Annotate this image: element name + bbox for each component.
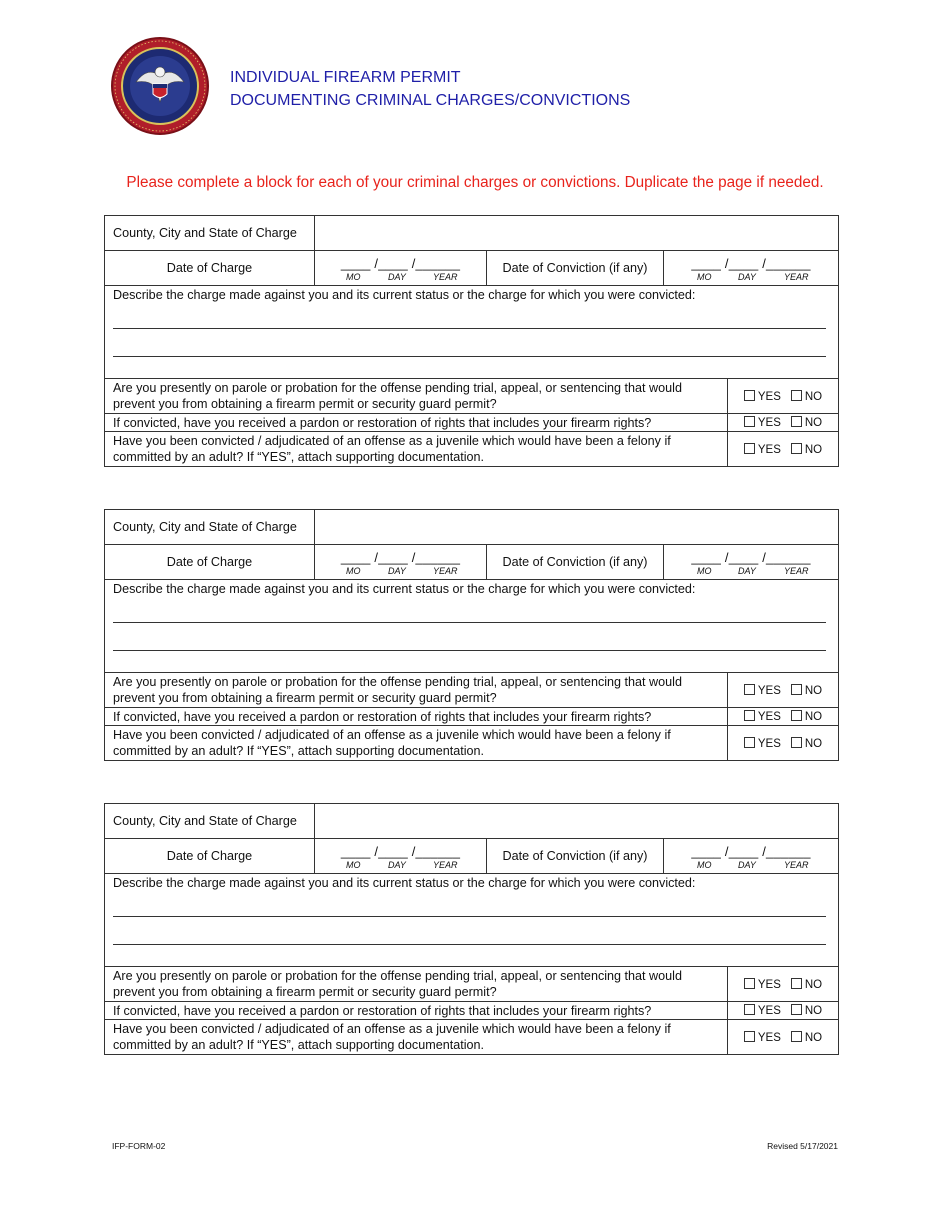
charge-block-3 xyxy=(104,803,838,1055)
no-label: NO xyxy=(804,417,823,429)
description-line xyxy=(113,650,826,651)
location-field[interactable] xyxy=(315,804,839,839)
revision-date: Revised 5/17/2021 xyxy=(767,1141,838,1151)
juvenile-yes-no xyxy=(728,1020,839,1055)
date-day-label: DAY xyxy=(388,860,406,870)
charge-description-field[interactable] xyxy=(105,580,839,673)
checkbox-icon xyxy=(791,390,802,401)
yes-checkbox[interactable] xyxy=(744,979,781,991)
checkbox-icon xyxy=(744,737,755,748)
date-of-conviction-label: Date of Conviction (if any) xyxy=(487,839,664,874)
checkbox-icon xyxy=(744,1031,755,1042)
yes-checkbox[interactable] xyxy=(744,738,781,750)
yes-label: YES xyxy=(757,390,781,403)
description-line xyxy=(113,622,826,623)
date-mo-label: MO xyxy=(346,566,361,576)
no-label: NO xyxy=(804,684,823,697)
no-checkbox[interactable] xyxy=(791,1032,822,1044)
yes-checkbox[interactable] xyxy=(744,711,781,723)
date-blank: ____ /____ /______ xyxy=(340,256,461,271)
description-line xyxy=(113,944,826,945)
question-parole: Are you presently on parole or probation for the offense pending trial, appeal, or sentencing that would prevent you from obtaining a firearm permit or security guard permit? xyxy=(105,967,728,1002)
checkbox-icon xyxy=(791,443,802,454)
date-of-charge-field[interactable] xyxy=(315,839,487,874)
date-of-conviction-field[interactable] xyxy=(664,545,839,580)
date-day-label: DAY xyxy=(738,566,756,576)
describe-label: Describe the charge made against you and its current status or the charge for which you were convicted: xyxy=(113,582,696,596)
parole-yes-no xyxy=(728,379,839,414)
checkbox-icon xyxy=(791,710,802,721)
date-blank: ____ /____ /______ xyxy=(340,550,461,565)
date-year-label: YEAR xyxy=(784,566,809,576)
question-parole: Are you presently on parole or probation for the offense pending trial, appeal, or sentencing that would prevent you from obtaining a firearm permit or security guard permit? xyxy=(105,673,728,708)
yes-label: YES xyxy=(757,684,781,697)
describe-label: Describe the charge made against you and its current status or the charge for which you were convicted: xyxy=(113,288,696,302)
no-checkbox[interactable] xyxy=(791,391,822,403)
question-juvenile: Have you been convicted / adjudicated of an offense as a juvenile which would have been a felony if committed by an adult? If “YES”, attach supporting documentation. xyxy=(105,432,728,467)
date-of-conviction-label: Date of Conviction (if any) xyxy=(487,251,664,286)
no-checkbox[interactable] xyxy=(791,1005,822,1017)
date-of-charge-field[interactable] xyxy=(315,251,487,286)
question-pardon: If convicted, have you received a pardon or restoration of rights that includes your firearm rights? xyxy=(105,414,728,432)
date-day-label: DAY xyxy=(388,566,406,576)
no-label: NO xyxy=(804,978,823,991)
description-line xyxy=(113,916,826,917)
checkbox-icon xyxy=(744,416,755,427)
checkbox-icon xyxy=(791,1031,802,1042)
date-of-charge-label: Date of Charge xyxy=(105,839,315,874)
description-line xyxy=(113,328,826,329)
parole-yes-no xyxy=(728,967,839,1002)
date-mo-label: MO xyxy=(697,566,712,576)
yes-label: YES xyxy=(757,711,781,723)
date-year-label: YEAR xyxy=(784,860,809,870)
checkbox-icon xyxy=(744,1004,755,1015)
date-blank: ____ /____ /______ xyxy=(691,256,811,271)
yes-checkbox[interactable] xyxy=(744,685,781,697)
checkbox-icon xyxy=(791,737,802,748)
no-label: NO xyxy=(804,443,823,456)
location-label: County, City and State of Charge xyxy=(105,510,315,545)
date-of-conviction-field[interactable] xyxy=(664,251,839,286)
pardon-yes-no xyxy=(728,1002,839,1020)
date-year-label: YEAR xyxy=(784,272,809,282)
checkbox-icon xyxy=(791,684,802,695)
checkbox-icon xyxy=(744,443,755,454)
checkbox-icon xyxy=(791,978,802,989)
question-pardon: If convicted, have you received a pardon or restoration of rights that includes your firearm rights? xyxy=(105,1002,728,1020)
date-mo-label: MO xyxy=(697,272,712,282)
date-blank: ____ /____ /______ xyxy=(691,844,811,859)
date-year-label: YEAR xyxy=(433,272,458,282)
description-line xyxy=(113,356,826,357)
no-checkbox[interactable] xyxy=(791,444,822,456)
parole-yes-no xyxy=(728,673,839,708)
yes-label: YES xyxy=(757,1031,781,1044)
date-of-conviction-label: Date of Conviction (if any) xyxy=(487,545,664,580)
no-checkbox[interactable] xyxy=(791,738,822,750)
date-blank: ____ /____ /______ xyxy=(691,550,811,565)
checkbox-icon xyxy=(744,710,755,721)
checkbox-icon xyxy=(744,684,755,695)
no-label: NO xyxy=(804,711,823,723)
charge-block-1 xyxy=(104,215,838,467)
form-title xyxy=(230,66,630,112)
date-day-label: DAY xyxy=(388,272,406,282)
juvenile-yes-no xyxy=(728,726,839,761)
checkbox-icon xyxy=(791,416,802,427)
date-of-charge-label: Date of Charge xyxy=(105,251,315,286)
department-seal xyxy=(106,36,216,136)
yes-label: YES xyxy=(757,978,781,991)
juvenile-yes-no xyxy=(728,432,839,467)
question-juvenile: Have you been convicted / adjudicated of an offense as a juvenile which would have been a felony if committed by an adult? If “YES”, attach supporting documentation. xyxy=(105,1020,728,1055)
date-of-conviction-field[interactable] xyxy=(664,839,839,874)
yes-checkbox[interactable] xyxy=(744,1032,781,1044)
no-label: NO xyxy=(804,1005,823,1017)
date-year-label: YEAR xyxy=(433,860,458,870)
no-label: NO xyxy=(804,1031,823,1044)
date-blank: ____ /____ /______ xyxy=(340,844,461,859)
checkbox-icon xyxy=(744,978,755,989)
no-checkbox[interactable] xyxy=(791,685,822,697)
no-checkbox[interactable] xyxy=(791,711,822,723)
describe-label: Describe the charge made against you and its current status or the charge for which you were convicted: xyxy=(113,876,696,890)
date-year-label: YEAR xyxy=(433,566,458,576)
title-line-1: INDIVIDUAL FIREARM PERMIT xyxy=(230,69,461,86)
date-mo-label: MO xyxy=(697,860,712,870)
location-label: County, City and State of Charge xyxy=(105,216,315,251)
no-checkbox[interactable] xyxy=(791,979,822,991)
location-field[interactable] xyxy=(315,216,839,251)
yes-checkbox[interactable] xyxy=(744,391,781,403)
yes-checkbox[interactable] xyxy=(744,444,781,456)
yes-label: YES xyxy=(757,1005,781,1017)
charge-description-field[interactable] xyxy=(105,874,839,967)
location-label: County, City and State of Charge xyxy=(105,804,315,839)
yes-label: YES xyxy=(757,417,781,429)
no-checkbox[interactable] xyxy=(791,417,822,429)
yes-checkbox[interactable] xyxy=(744,417,781,429)
checkbox-icon xyxy=(791,1004,802,1015)
yes-label: YES xyxy=(757,737,781,750)
checkbox-icon xyxy=(744,390,755,401)
question-parole: Are you presently on parole or probation for the offense pending trial, appeal, or sentencing that would prevent you from obtaining a firearm permit or security guard permit? xyxy=(105,379,728,414)
date-day-label: DAY xyxy=(738,272,756,282)
date-mo-label: MO xyxy=(346,860,361,870)
date-day-label: DAY xyxy=(738,860,756,870)
form-id: IFP-FORM-02 xyxy=(112,1141,166,1151)
no-label: NO xyxy=(804,390,823,403)
pardon-yes-no xyxy=(728,708,839,726)
charge-block-2 xyxy=(104,509,838,761)
question-pardon: If convicted, have you received a pardon or restoration of rights that includes your firearm rights? xyxy=(105,708,728,726)
no-label: NO xyxy=(804,737,823,750)
location-field[interactable] xyxy=(315,510,839,545)
date-mo-label: MO xyxy=(346,272,361,282)
yes-label: YES xyxy=(757,443,781,456)
title-line-2: DOCUMENTING CRIMINAL CHARGES/CONVICTIONS xyxy=(230,92,631,109)
date-of-charge-label: Date of Charge xyxy=(105,545,315,580)
question-juvenile: Have you been convicted / adjudicated of an offense as a juvenile which would have been a felony if committed by an adult? If “YES”, attach supporting documentation. xyxy=(105,726,728,761)
yes-checkbox[interactable] xyxy=(744,1005,781,1017)
date-of-charge-field[interactable] xyxy=(315,545,487,580)
pardon-yes-no xyxy=(728,414,839,432)
instructions-text: Please complete a block for each of your criminal charges or convictions. Duplicate the page if needed. xyxy=(126,174,824,191)
charge-description-field[interactable] xyxy=(105,286,839,379)
